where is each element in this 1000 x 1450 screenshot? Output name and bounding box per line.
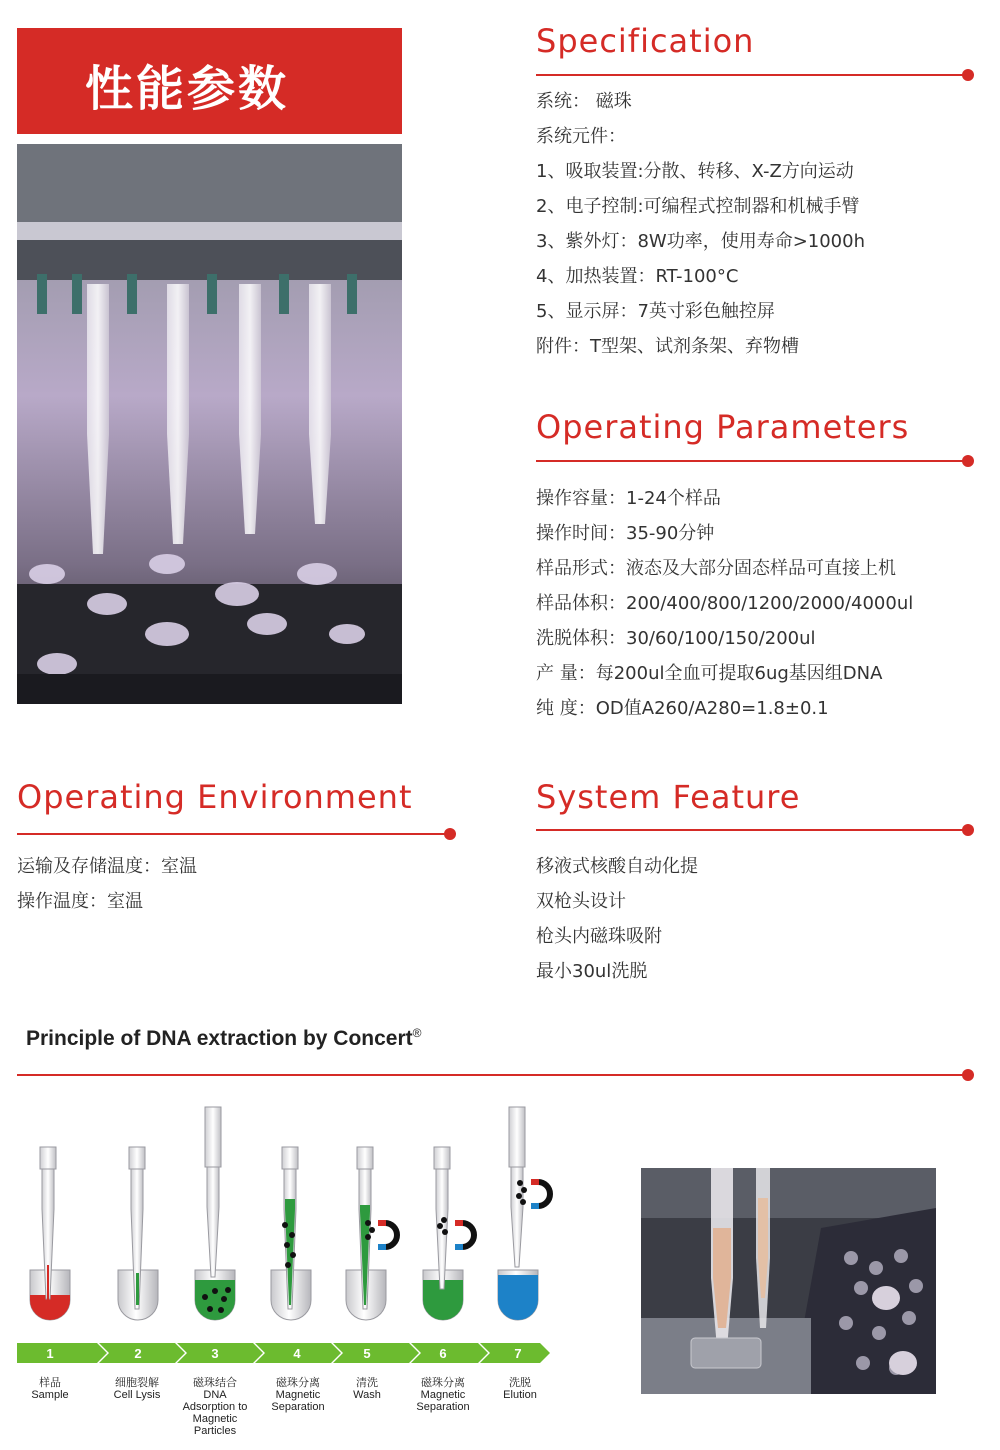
spec-line: 系统元件：: [536, 126, 626, 147]
step-number: 1: [46, 1346, 54, 1361]
principle-title-text: Principle of DNA extraction by Concert: [26, 1027, 413, 1050]
operating-environment-list: [17, 849, 197, 919]
feature-line: 枪头内磁珠吸附: [536, 926, 662, 947]
instrument-photo: [17, 144, 402, 704]
step-5-graphic: [346, 1147, 397, 1320]
step-caption: [175, 1377, 255, 1437]
step-4-graphic: [271, 1147, 311, 1320]
step-caption: [327, 1377, 407, 1401]
step-arrow-bar: [17, 1343, 550, 1363]
feature-line: 双枪头设计: [536, 891, 626, 912]
operating-environment-rule: [17, 833, 449, 835]
environment-line: 操作温度：室温: [17, 891, 143, 912]
step-number: 4: [293, 1346, 301, 1361]
specification-list: [536, 84, 865, 364]
step-caption-en: Wash: [353, 1389, 381, 1401]
environment-line: 运输及存储温度：室温: [17, 856, 197, 877]
specification-rule-dot: [962, 69, 974, 81]
param-line: 操作容量：1-24个样品: [536, 488, 721, 509]
spec-line: 系统： 磁珠: [536, 91, 632, 112]
step-caption-cn: 磁珠分离: [276, 1377, 320, 1389]
step-number: 3: [211, 1346, 219, 1361]
step-caption: [480, 1377, 560, 1401]
spec-line: 附件：T型架、试剂条架、弃物槽: [536, 336, 799, 357]
step-caption-cn: 洗脱: [509, 1377, 531, 1389]
param-line: 操作时间：35-90分钟: [536, 523, 715, 544]
spec-line: 5、显示屏：7英寸彩色触控屏: [536, 301, 775, 322]
feature-line: 最小30ul洗脱: [536, 961, 648, 982]
step-caption: [10, 1377, 90, 1401]
step-caption: [258, 1377, 338, 1413]
specification-heading: Specification: [536, 22, 755, 60]
param-line: 样品形式：液态及大部分固态样品可直接上机: [536, 558, 896, 579]
system-feature-heading: System Feature: [536, 778, 801, 816]
specification-rule: [536, 74, 968, 76]
operating-parameters-rule-dot: [962, 455, 974, 467]
feature-line: 移液式核酸自动化提: [536, 856, 698, 877]
pipette-closeup-photo: [641, 1168, 936, 1394]
principle-rule-dot: [962, 1069, 974, 1081]
step-caption-cn: 清洗: [356, 1377, 378, 1389]
spec-line: 2、电子控制:可编程式控制器和机械手臂: [536, 196, 860, 217]
param-line: 样品体积：200/400/800/1200/2000/4000ul: [536, 593, 914, 614]
step-caption-en: Magnetic Separation: [416, 1389, 470, 1413]
step-number: 2: [134, 1346, 142, 1361]
step-number: 5: [363, 1346, 371, 1361]
principle-rule: [17, 1074, 969, 1076]
spec-line: 4、加热装置：RT-100°C: [536, 266, 739, 287]
step-caption-en: Elution: [503, 1389, 537, 1401]
step-caption: [97, 1377, 177, 1401]
spec-line: 1、吸取装置:分散、转移、X-Z方向运动: [536, 161, 854, 182]
step-caption-en: Cell Lysis: [113, 1389, 161, 1401]
system-feature-rule: [536, 829, 968, 831]
step-caption-en: Magnetic Separation: [271, 1389, 325, 1413]
spec-line: 3、紫外灯：8W功率，使用寿命>1000h: [536, 231, 865, 252]
banner-title: 性能参数: [85, 61, 290, 117]
operating-parameters-rule: [536, 460, 968, 462]
step-caption-cn: 样品: [39, 1377, 61, 1389]
step-6-graphic: [423, 1147, 474, 1320]
param-line: 产 量：每200ul全血可提取6ug基因组DNA: [536, 663, 883, 684]
registered-mark: ®: [412, 1026, 422, 1040]
system-feature-rule-dot: [962, 824, 974, 836]
step-caption-cn: 磁珠分离: [421, 1377, 465, 1389]
system-feature-list: [536, 849, 698, 989]
step-number: 6: [439, 1346, 447, 1361]
step-caption: [403, 1377, 483, 1413]
step-7-graphic: [498, 1107, 550, 1320]
step-caption-cn: 磁珠结合: [193, 1377, 237, 1389]
step-caption-en: DNA Adsorption to Magnetic Particles: [182, 1389, 248, 1437]
principle-diagram: [0, 1095, 560, 1435]
operating-parameters-heading: Operating Parameters: [536, 408, 910, 446]
step-caption-cn: 细胞裂解: [115, 1377, 159, 1389]
step-number: 7: [514, 1346, 522, 1361]
principle-title: [26, 1026, 421, 1051]
step-caption-en: Sample: [31, 1389, 69, 1401]
section-banner: [17, 28, 402, 134]
operating-environment-heading: Operating Environment: [17, 778, 413, 816]
operating-parameters-list: [536, 481, 913, 726]
step-1-graphic: [30, 1147, 70, 1320]
step-3-graphic: [195, 1107, 235, 1320]
operating-environment-rule-dot: [444, 828, 456, 840]
param-line: 洗脱体积：30/60/100/150/200ul: [536, 628, 816, 649]
param-line: 纯 度：OD值A260/A280=1.8±0.1: [536, 698, 829, 719]
step-2-graphic: [118, 1147, 158, 1320]
